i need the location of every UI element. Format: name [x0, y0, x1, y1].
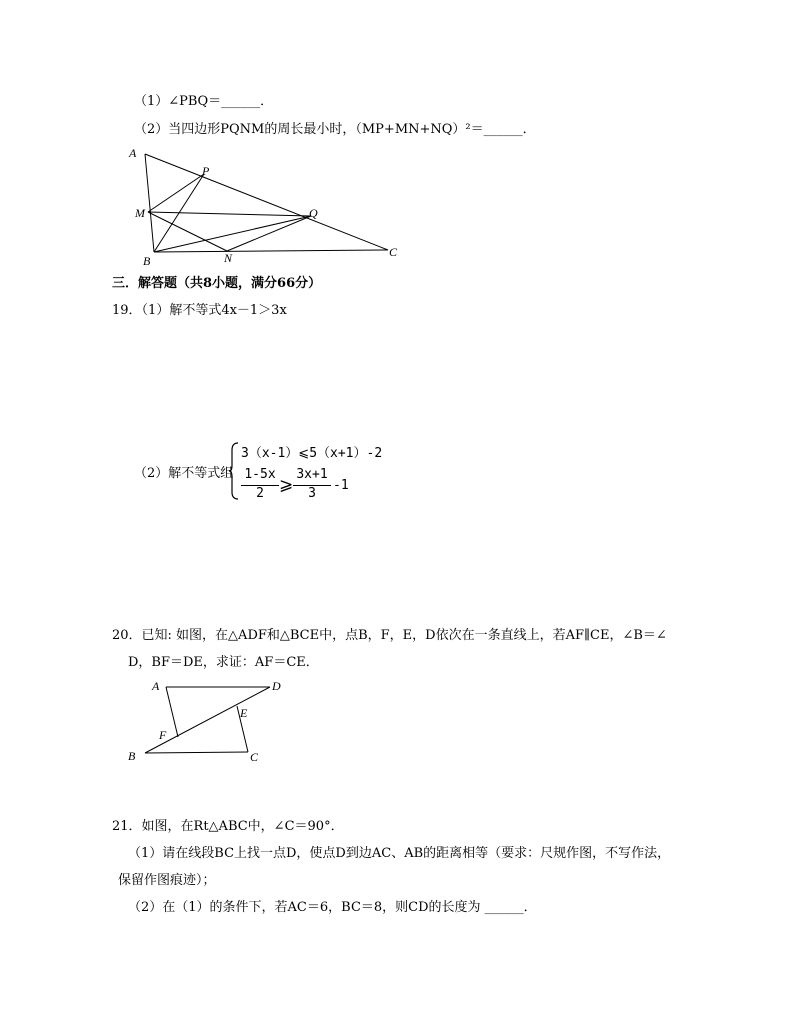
label-B: B [143, 254, 151, 267]
segment-AF [166, 687, 178, 737]
q21-line2: （1）请在线段BC上找一点D，使点D到边AC、AB的距离相等（要求：尺规作图，不写作法， [128, 846, 671, 861]
q21-line1: 21．如图，在Rt△ABC中，∠C＝90°． [112, 819, 344, 834]
segment-BC [145, 752, 248, 753]
q21-line4: （2）在（1）的条件下，若AC＝6，BC＝8，则CD的长度为 ______． [128, 900, 537, 915]
segment-MQ [148, 212, 311, 216]
label-P: P [202, 164, 210, 178]
label-D: D [272, 679, 281, 693]
q18-part2: （2）当四边形PQNM的周长最小时，（MP+MN+NQ）²＝______． [134, 122, 536, 137]
frac-left-numerator: 1-5x [244, 467, 276, 482]
system-eq2-tail: -1 [333, 478, 349, 493]
segment-AB [145, 154, 154, 252]
q21-line3: 保留作图痕迹）； [118, 873, 216, 888]
label-C: C [389, 245, 398, 259]
q20-line1: 20．已知: 如图，在△ADF和△BCE中，点B，F，E，D依次在一条直线上，若AF∥CE，∠B＝∠ [112, 628, 667, 643]
q19-part1: 19．（1）解不等式4x－1＞3x [112, 303, 287, 318]
segment-MP [148, 174, 204, 212]
frac-right-denominator: 3 [308, 486, 316, 501]
q20-line2: D，BF＝DE，求证：AF＝CE． [128, 655, 319, 670]
q19-part2-label: （2）解不等式组 [134, 466, 234, 481]
system-brace [228, 442, 240, 500]
label-Q: Q [309, 206, 318, 220]
frac-right-numerator: 3x+1 [296, 467, 328, 482]
label-A: A [129, 146, 137, 160]
label-B: B [128, 749, 136, 763]
q18-part1: （1）∠PBQ＝______． [134, 94, 274, 109]
segment-AC [145, 154, 388, 250]
system-eq2-operator: ⩾ [279, 475, 294, 495]
frac-left-denominator: 2 [256, 486, 264, 501]
segment-MN [148, 212, 227, 251]
segment-BQ [154, 216, 311, 252]
label-M: M [135, 206, 145, 220]
label-C: C [250, 750, 259, 764]
q20-figure [124, 676, 294, 768]
segment-NQ [227, 216, 311, 251]
system-eq1: 3（x-1）⩽5（x+1）-2 [241, 446, 383, 461]
section-title: 三．解答题（共8小题，满分66分） [112, 276, 322, 291]
label-E: E [240, 706, 248, 720]
segment-BD [145, 687, 270, 753]
q18-figure [125, 142, 415, 267]
label-F: F [159, 728, 167, 742]
segment-BC [154, 250, 388, 252]
label-A: A [152, 679, 160, 693]
label-N: N [224, 251, 233, 265]
